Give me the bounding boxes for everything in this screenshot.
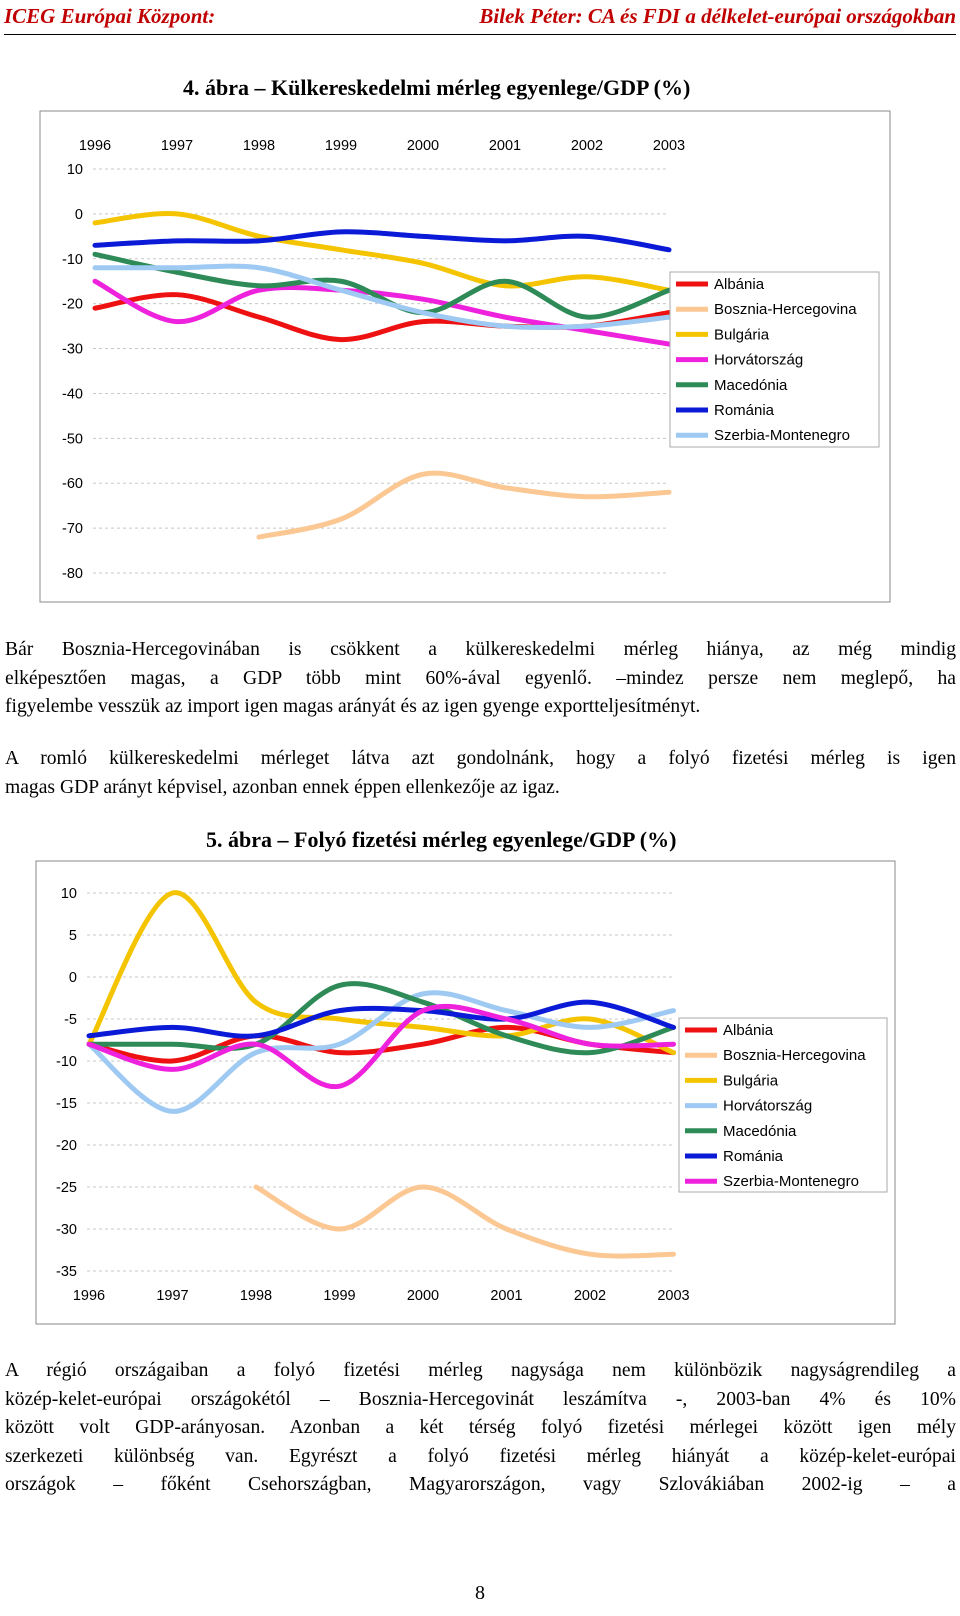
y-tick-label: 5 — [68, 928, 77, 944]
legend-label: Bulgária — [714, 326, 770, 344]
x-tick-label: 1999 — [323, 1288, 356, 1304]
x-tick-label: 2000 — [406, 138, 440, 154]
y-tick-label: -60 — [62, 476, 83, 493]
y-tick-label: -5 — [64, 1012, 77, 1028]
y-tick-label: -10 — [56, 1054, 77, 1070]
legend-label: Szerbia-Montenegro — [723, 1173, 859, 1191]
x-tick-label: 2001 — [490, 1288, 523, 1304]
legend-label: Bosznia-Hercegovina — [714, 301, 857, 319]
y-tick-label: -10 — [62, 251, 83, 268]
y-tick-label: -30 — [56, 1222, 77, 1238]
paragraph-2-line: A romló külkereskedelmi mérleget látva azt gondolnánk, hogy a folyó fizetési mérleg is igen — [5, 748, 956, 769]
y-tick-label: -30 — [62, 341, 83, 358]
paragraph-3-line: országok – főként Csehországban, Magyarországon, vagy Szlovákiában 2002-ig – a — [5, 1474, 956, 1495]
legend-label: Bulgária — [723, 1072, 779, 1090]
x-tick-label: 1999 — [324, 138, 358, 154]
x-tick-label: 1997 — [160, 138, 194, 154]
y-tick-label: 0 — [68, 970, 77, 986]
y-tick-label: -20 — [56, 1138, 77, 1154]
x-tick-label: 2001 — [488, 138, 522, 154]
x-tick-label: 2003 — [652, 138, 686, 154]
y-tick-label: -80 — [62, 566, 83, 582]
paragraph-3-line: között volt GDP-arányosan. Azonban a két térség folyó fizetési mérlegei között igen mély — [5, 1417, 956, 1438]
y-tick-label: 10 — [66, 162, 83, 178]
legend-label: Horvátország — [714, 351, 804, 369]
paragraph-1-line: Bár Bosznia-Hercegovinában is csökkent a külkereskedelmi mérleg hiánya, az még mindig — [5, 639, 956, 660]
legend-label: Albánia — [714, 276, 765, 293]
x-tick-label: 2002 — [570, 138, 604, 154]
y-tick-label: -20 — [62, 296, 83, 313]
x-tick-label: 1998 — [239, 1288, 273, 1304]
paragraph-3-line: közép-kelet-európai országokétól – Bosznia-Hercegovinát leszámítva -, 2003-ban 4% és 10% — [5, 1388, 956, 1410]
paragraph-2-line: magas GDP arányt képvisel, azonban ennek éppen ellenkezője az igaz. — [5, 776, 560, 798]
y-tick-label: -50 — [62, 431, 83, 448]
legend-label: Macedónia — [714, 376, 788, 394]
x-tick-label: 1996 — [72, 1288, 106, 1304]
x-tick-label: 2000 — [406, 1288, 440, 1304]
legend-label: Bosznia-Hercegovina — [723, 1047, 866, 1065]
header-left-text: ICEG Európai Központ: — [4, 4, 216, 28]
header-right-text: Bilek Péter: CA és FDI a délkelet-európai országokban — [479, 4, 956, 28]
y-tick-label: -40 — [62, 386, 83, 403]
y-tick-label: -35 — [56, 1264, 77, 1280]
page-number: 8 — [475, 1582, 485, 1604]
paragraph-3 — [5, 1357, 956, 1500]
y-tick-label: -70 — [62, 521, 83, 538]
x-tick-label: 1997 — [156, 1288, 189, 1304]
y-tick-label: 10 — [60, 886, 77, 902]
x-tick-label: 1996 — [78, 138, 112, 154]
paragraph-1-line: figyelembe vesszük az import igen magas arányát és az igen gyenge exportteljesítményt. — [5, 696, 701, 717]
paragraph-1-line: elképesztően magas, a GDP több mint 60%-ával egyenlő. –mindez persze nem meglepő, ha — [5, 667, 956, 689]
legend-label: Románia — [723, 1148, 784, 1165]
x-tick-label: 1998 — [242, 138, 276, 154]
legend-label: Horvátország — [723, 1097, 813, 1115]
legend-label: Románia — [714, 402, 775, 419]
y-tick-label: 0 — [74, 206, 83, 223]
legend-label: Szerbia-Montenegro — [714, 427, 850, 445]
figure4-title: 4. ábra – Külkereskedelmi mérleg egyenlege/GDP (%) — [183, 75, 691, 100]
paragraph-3-line: szerkezeti különbség van. Egyrészt a folyó fizetési mérleg hiányát a közép-kelet-európai — [5, 1445, 956, 1467]
figure5-title: 5. ábra – Folyó fizetési mérleg egyenlege/GDP (%) — [206, 827, 677, 852]
paragraph-3-line: A régió országaiban a folyó fizetési mérleg nagysága nem különbözik nagyságrendileg a — [5, 1360, 956, 1381]
x-tick-label: 2003 — [657, 1288, 690, 1304]
legend-label: Macedónia — [723, 1122, 797, 1140]
x-tick-label: 2002 — [573, 1288, 607, 1304]
y-tick-label: -15 — [56, 1096, 77, 1112]
legend-label: Albánia — [723, 1022, 774, 1039]
y-tick-label: -25 — [56, 1180, 77, 1196]
